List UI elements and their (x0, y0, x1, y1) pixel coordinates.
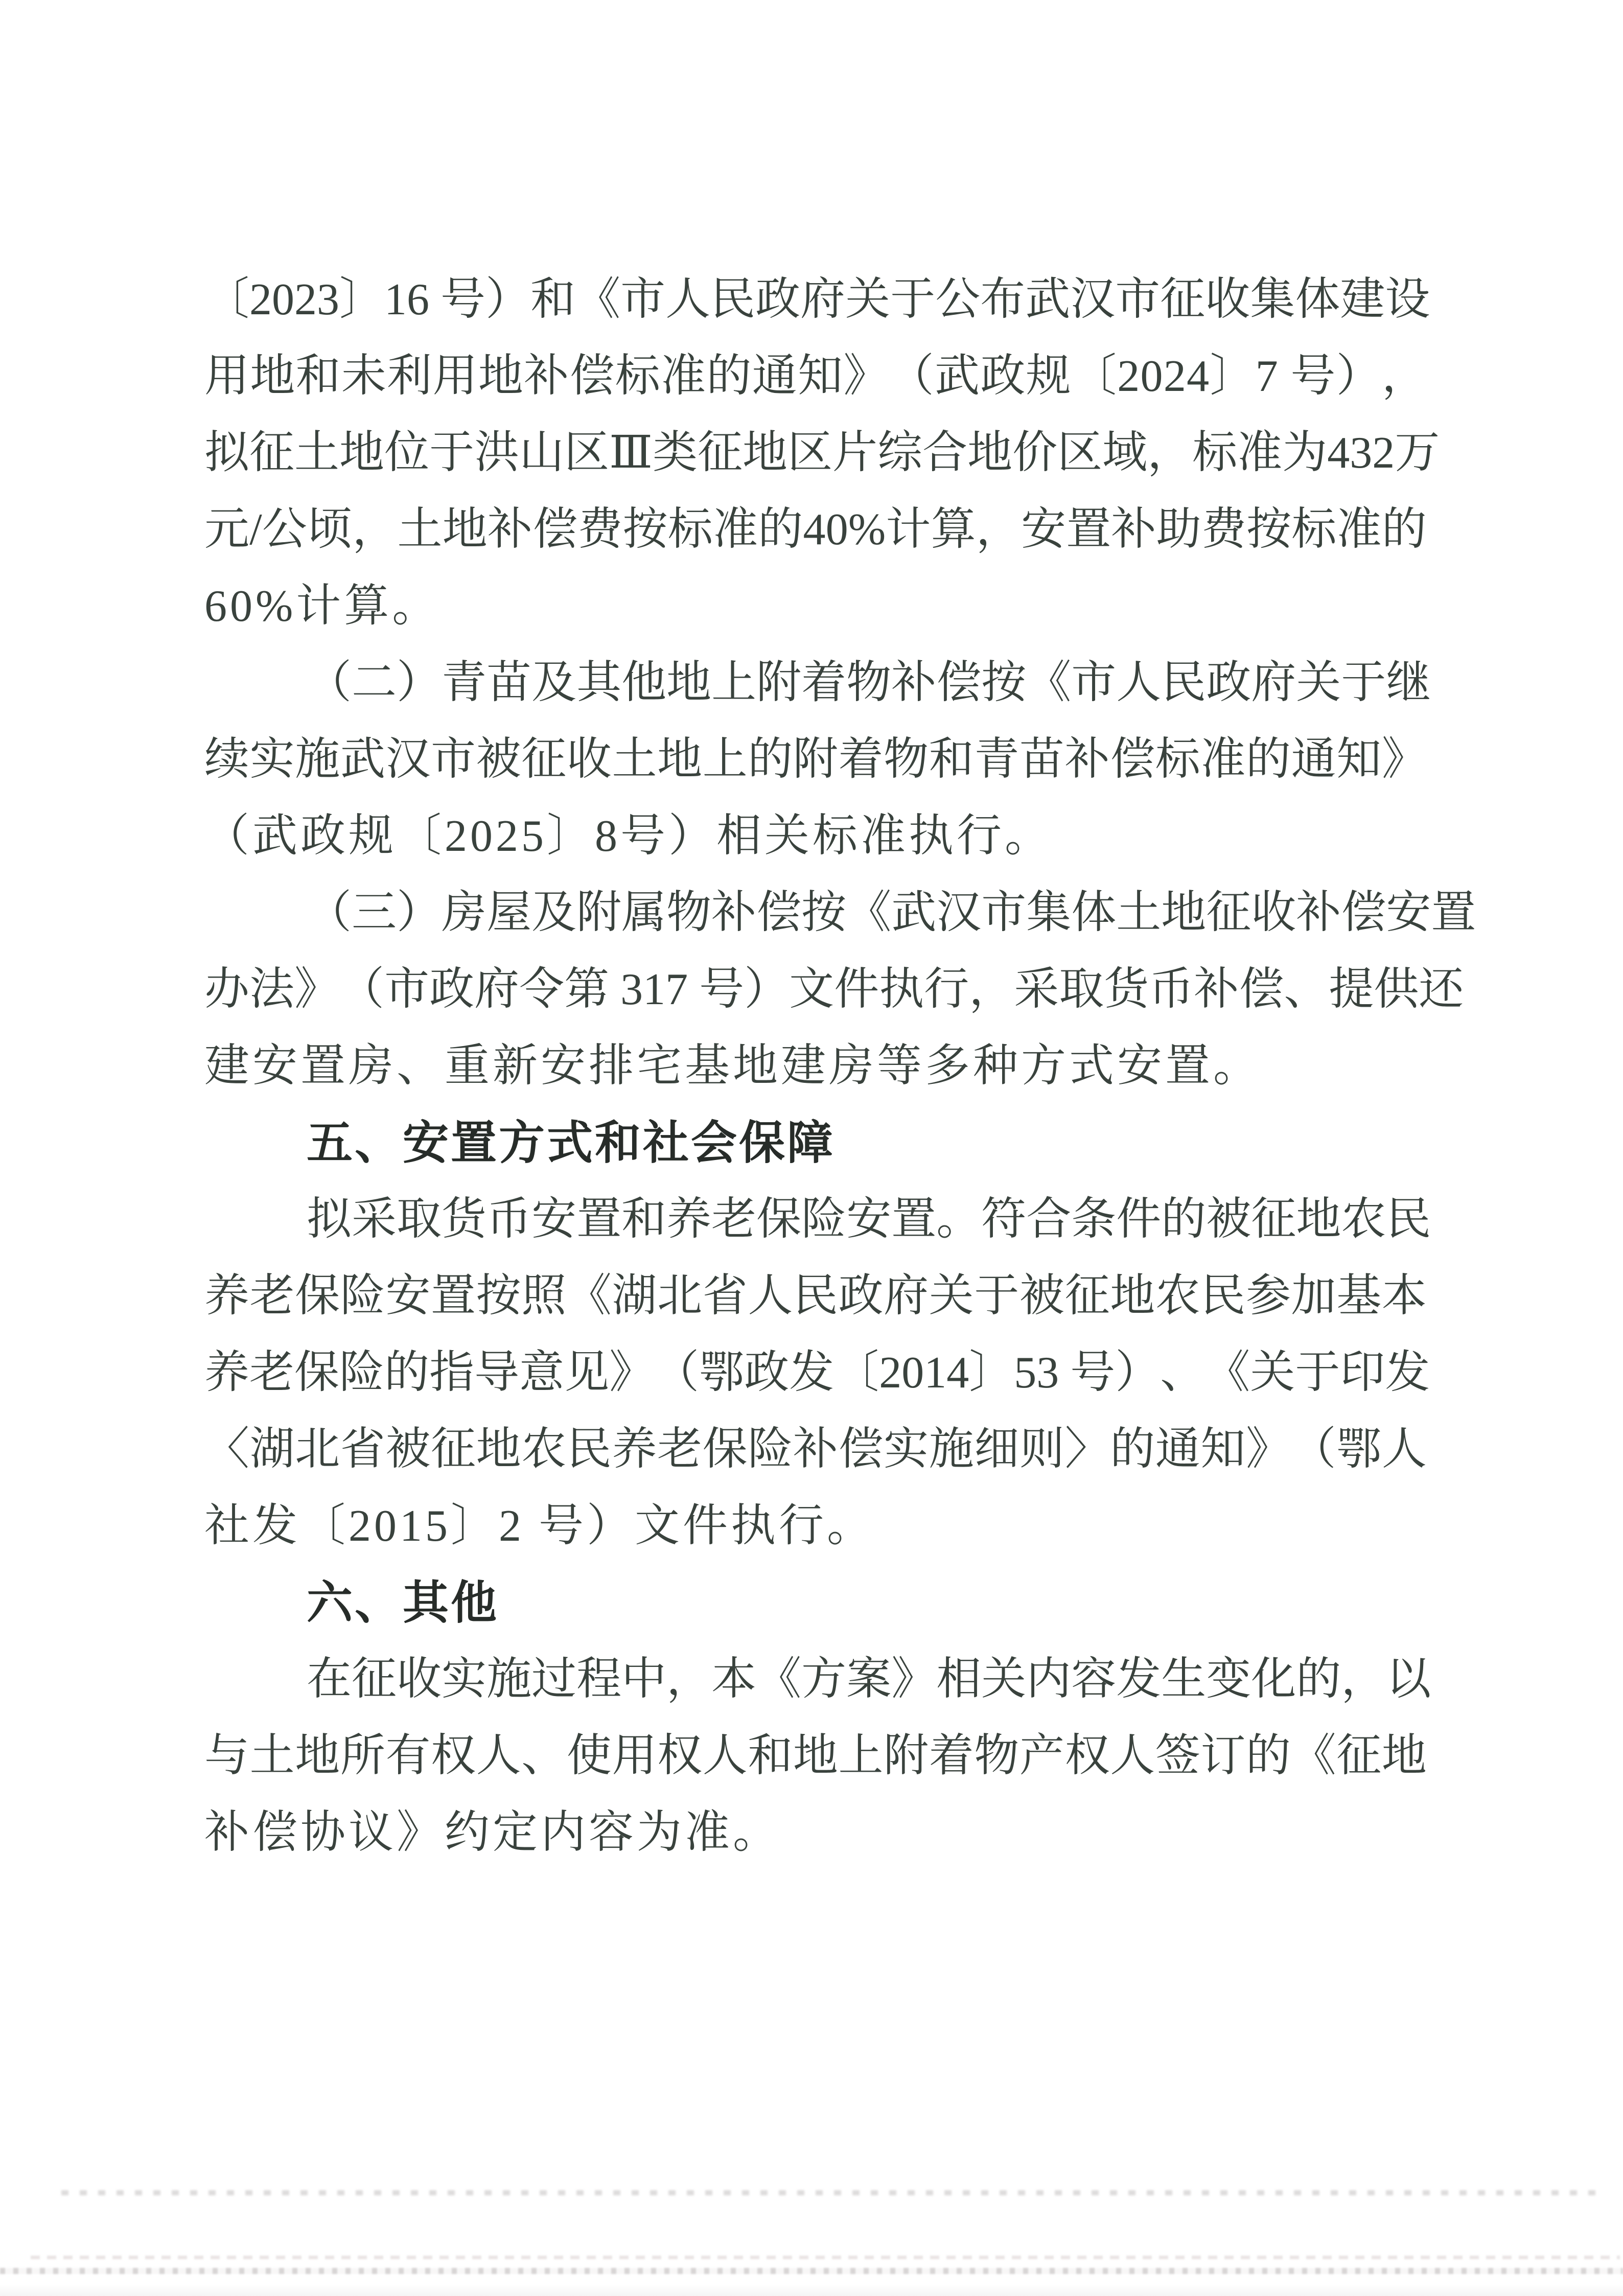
text-line: 与 土 地 所 有 权 人 、 使 用 权 人 和 地 上 附 着 物 产 权 人 签 订 的 《 征 地 (204, 1731, 1427, 1781)
text-line: （ 二 ） 青 苗 及 其 他 地 上 附 着 物 补 偿 按 《 市 人 民 政 府 关 于 继 (307, 658, 1431, 708)
text-line: 养 老 保 险 的 指 导 意 见 》 （ 鄂 政 发 〔 2 0 1 4 〕 5 3 号 ） 、 《 关 于 印 发 (204, 1348, 1430, 1398)
text-line: 〈 湖 北 省 被 征 地 农 民 养 老 保 险 补 偿 实 施 细 则 〉 的 通 知 》 （ 鄂 人 (204, 1425, 1427, 1474)
scan-bleedthrough-smudge (0, 2268, 1623, 2274)
page-edge-shadow (0, 2284, 1623, 2296)
text-line: 在 征 收 实 施 过 程 中 ， 本 《 方 案 》 相 关 内 容 发 生 变 化 的 ， 以 (307, 1655, 1431, 1704)
text-line: 养 老 保 险 安 置 按 照 《 湖 北 省 人 民 政 府 关 于 被 征 地 农 民 参 加 基 本 (204, 1271, 1427, 1321)
document-body (204, 262, 1476, 1871)
text-line: 办 法 》 （ 市 政 府 令 第 3 1 7 号 ） 文 件 执 行 ， 采 取 货 币 补 偿 、 提 供 还 (204, 965, 1464, 1014)
section-heading: 六、其他 (307, 1578, 499, 1629)
text-line: （武政规〔2025〕8号）相关标准执行。 (204, 811, 1053, 861)
text-line: 建安置房、重新安排宅基地建房等多种方式安置。 (204, 1041, 1262, 1091)
text-line: （ 三 ） 房 屋 及 附 属 物 补 偿 按 《 武 汉 市 集 体 土 地 征 收 补 偿 安 置 (307, 888, 1476, 938)
text-line: 社发〔2015〕2 号）文件执行。 (204, 1501, 875, 1551)
text-line: 拟 征 土 地 位 于 洪 山 区 Ⅲ 类 征 地 区 片 综 合 地 价 区 域 ， 标 准 为 4 3 2 万 (204, 428, 1440, 478)
text-line: 用 地 和 未 利 用 地 补 偿 标 准 的 通 知 》 （ 武 政 规 〔 2 0 2 4 〕 7 号 ） ， (204, 352, 1427, 401)
text-line: 60%计算。 (204, 582, 440, 631)
text-line: 补偿协议》约定内容为准。 (204, 1808, 781, 1858)
text-line: 〔 2 0 2 3 〕 1 6 号 ） 和 《 市 人 民 政 府 关 于 公 布 武 汉 市 征 收 集 体 建 设 (204, 275, 1430, 324)
text-line: 拟 采 取 货 币 安 置 和 养 老 保 险 安 置 。 符 合 条 件 的 被 征 地 农 民 (307, 1195, 1431, 1244)
text-line: 元 / 公 顷 ， 土 地 补 偿 费 按 标 准 的 4 0 % 计 算 ， 安 置 补 助 费 按 标 准 的 (204, 505, 1427, 554)
text-line: 续 实 施 武 汉 市 被 征 收 土 地 上 的 附 着 物 和 青 苗 补 偿 标 准 的 通 知 》 (204, 735, 1427, 784)
scan-bleedthrough-smudge (31, 2256, 1620, 2259)
section-heading: 五、安置方式和社会保障 (307, 1118, 835, 1169)
scan-bleedthrough-smudge (61, 2190, 1599, 2195)
